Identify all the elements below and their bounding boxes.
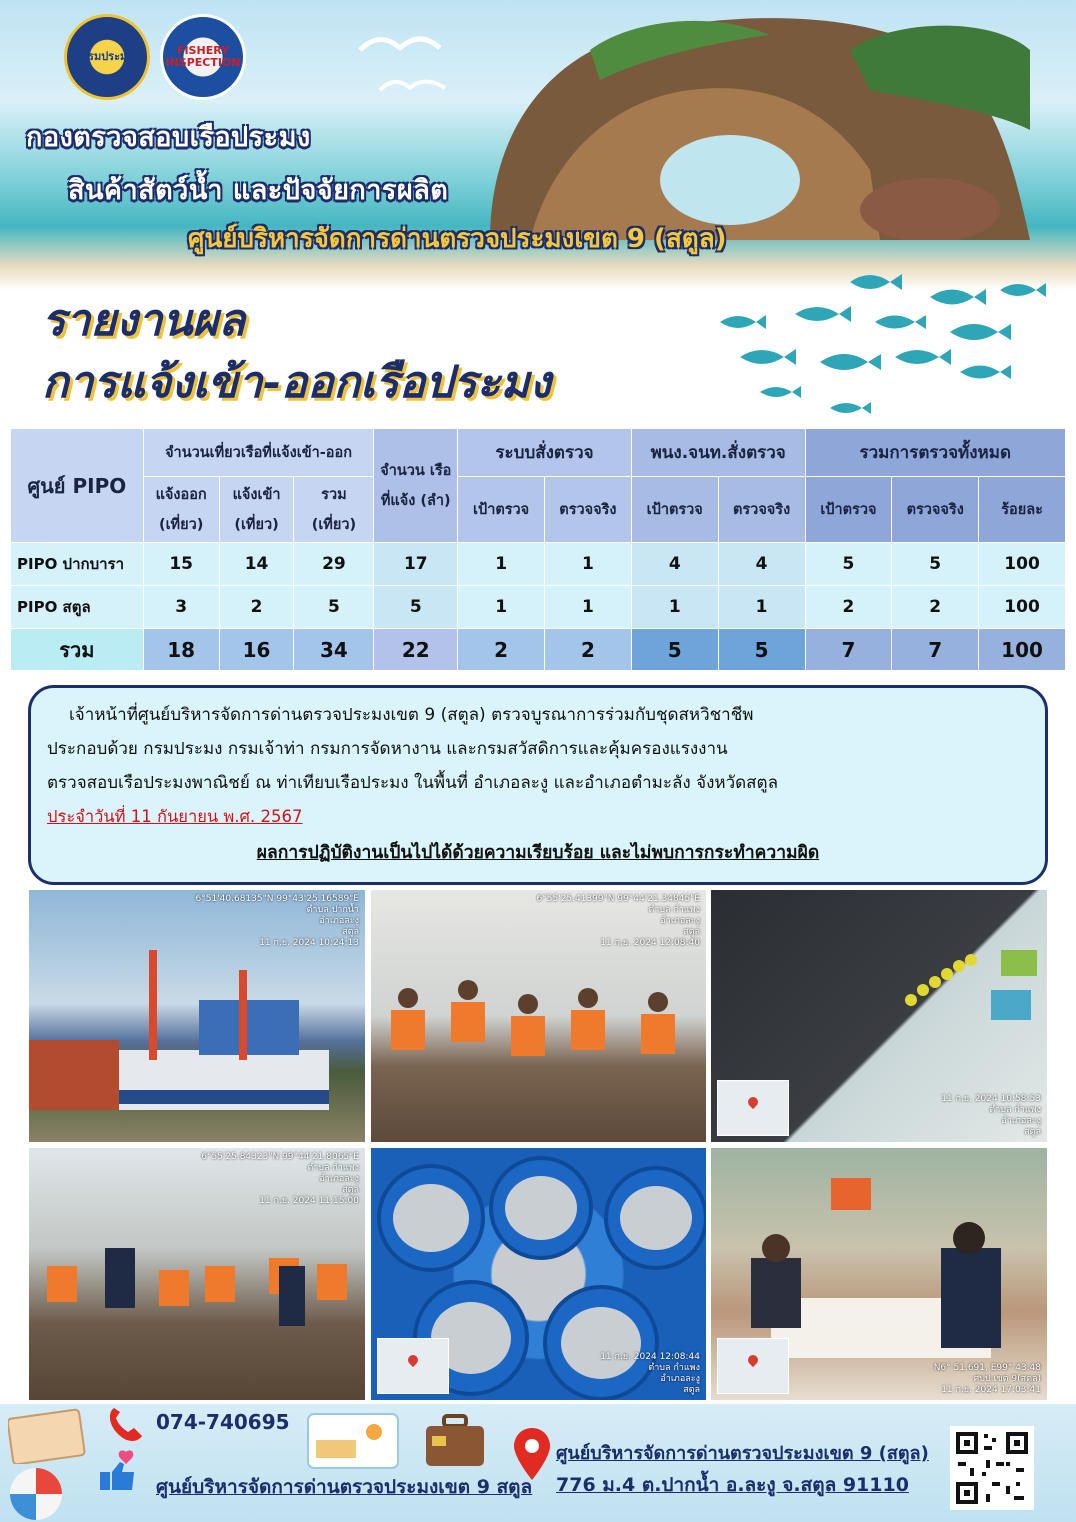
photo-fishing-boat: [29, 890, 365, 1142]
cell-out: 15: [143, 543, 219, 586]
cell-percent: 100: [979, 543, 1066, 586]
cell-off-target: 4: [631, 543, 718, 586]
sea-cliff-illustration: [470, 10, 1030, 240]
total-vessels: 22: [374, 629, 458, 671]
total-label: รวม: [11, 629, 144, 671]
row-center-name: PIPO ปากบารา: [11, 543, 144, 586]
seagull-icon: [350, 20, 460, 110]
qr-code-pattern: [956, 1432, 1028, 1504]
total-sys-target: 2: [458, 629, 545, 671]
office-name: ศูนย์บริหารจัดการด่านตรวจประมงเขต 9 (สตูล): [556, 1443, 929, 1464]
travel-card-icon: [304, 1410, 404, 1472]
cell-off-actual: 4: [718, 543, 805, 586]
row-center-name: PIPO สตูล: [11, 586, 144, 629]
column-header-system: ระบบสั่งตรวจ: [458, 429, 632, 477]
subheader-sum: รวม (เที่ยว): [294, 477, 374, 543]
office-address: 776 ม.4 ต.ปากน้ำ อ.ละงู จ.สตูล 91110: [556, 1474, 909, 1496]
photo-fishing-net: [711, 890, 1047, 1142]
photo-geotag: 11 ก.ย. 2024 12:08:44 ตำบล กำแพง อำเภอละงู สตูล: [600, 1352, 700, 1395]
cell-all-target: 5: [805, 543, 892, 586]
subheader-all-actual: ตรวจจริง: [892, 477, 979, 543]
cell-all-target: 2: [805, 586, 892, 629]
cell-vessels: 5: [374, 586, 458, 629]
photo-geotag: N6° 51.691, E99° 43.48 ศปป.เขต 9(สตูล) 11 ก.ย. 2024 17:03:41: [933, 1363, 1041, 1395]
total-in: 16: [219, 629, 294, 671]
suitcase-icon: [424, 1414, 486, 1468]
cell-off-target: 1: [631, 586, 718, 629]
phone-icon: [104, 1404, 144, 1444]
subheader-out: แจ้งออก (เที่ยว): [143, 477, 219, 543]
column-header-total: รวมการตรวจทั้งหมด: [805, 429, 1066, 477]
postcard-icon: [8, 1408, 88, 1464]
cell-all-actual: 2: [892, 586, 979, 629]
cell-in: 14: [219, 543, 294, 586]
photo-crew-lineup: [371, 890, 706, 1142]
table-total-row: [11, 629, 1066, 671]
phone-number: 074-740695: [156, 1410, 290, 1434]
photo-geotag: 11 ก.ย. 2024 10:58:53 ตำบล กำแพง อำเภอละงู สตูล: [941, 1094, 1041, 1137]
report-title-line-2: การแจ้งเข้า-ออกเรือประมง: [42, 357, 551, 408]
total-percent: 100: [979, 629, 1066, 671]
report-title: [42, 290, 551, 414]
total-out: 18: [143, 629, 219, 671]
fishery-inspection-logo: FISHERY INSPECTION: [160, 14, 246, 100]
total-off-actual: 5: [718, 629, 805, 671]
summary-line-1: เจ้าหน้าที่ศูนย์บริหารจัดการด่านตรวจประมงเขต 9 (สตูล) ตรวจบูรณาการร่วมกับชุดสหวิชาชีพ: [69, 705, 754, 725]
total-all-actual: 7: [892, 629, 979, 671]
facebook-page-link[interactable]: ศูนย์บริหารจัดการด่านตรวจประมงเขต 9 สตูล: [156, 1476, 533, 1498]
division-subtitle: สินค้าสัตว์น้ำ และปัจจัยการผลิต: [68, 175, 449, 206]
cell-sys-target: 1: [458, 586, 545, 629]
table-row: [11, 586, 1066, 629]
table-header-row: [11, 429, 1066, 477]
cell-off-actual: 1: [718, 586, 805, 629]
total-all-target: 7: [805, 629, 892, 671]
cell-vessels: 17: [374, 543, 458, 586]
cell-percent: 100: [979, 586, 1066, 629]
subheader-percent: ร้อยละ: [979, 477, 1066, 543]
subheader-all-target: เป้าตรวจ: [805, 477, 892, 543]
table-row: [11, 543, 1066, 586]
fish-school-illustration: [700, 262, 1070, 422]
center-title: ศูนย์บริหารจัดการด่านตรวจประมงเขต 9 (สตูล): [188, 224, 727, 254]
location-map-thumbnail: [377, 1338, 449, 1394]
summary-result: ผลการปฏิบัติงานเป็นไปได้ด้วยความเรียบร้อย และไม่พบการกระทำความผิด: [256, 843, 820, 863]
column-header-vessels: จำนวน เรือที่แจ้ง (ลำ): [374, 429, 458, 543]
photo-fish-catch: [371, 1148, 706, 1400]
subheader-sys-target: เป้าตรวจ: [458, 477, 545, 543]
cell-in: 2: [219, 586, 294, 629]
column-header-center: ศูนย์ PIPO: [11, 429, 144, 543]
qr-code[interactable]: [950, 1426, 1034, 1510]
photo-geotag: 6°55'25.84323"N 99°44'21.8065"E ตำบล กำแพง อำเภอละงู สตูล 11 ก.ย. 2024 11:15:00: [201, 1152, 359, 1206]
pipo-stats-table: [10, 428, 1066, 671]
location-pin-icon: [512, 1426, 552, 1482]
cell-sys-target: 1: [458, 543, 545, 586]
header-banner: [0, 0, 1076, 290]
summary-line-2: ประกอบด้วย กรมประมง กรมเจ้าท่า กรมการจัดหางาน และกรมสวัสดิการและคุ้มครองแรงงาน: [47, 739, 728, 759]
cell-sys-actual: 1: [545, 586, 632, 629]
department-of-fisheries-logo: กรมประมง: [64, 14, 150, 100]
total-sum: 34: [294, 629, 374, 671]
photo-crew-inspection: [29, 1148, 365, 1400]
cell-sum: 29: [294, 543, 374, 586]
like-icon: [96, 1448, 142, 1494]
cell-sum: 5: [294, 586, 374, 629]
cell-out: 3: [143, 586, 219, 629]
summary-line-3: ตรวจสอบเรือประมงพาณิชย์ ณ ท่าเทียบเรือประมง ในพื้นที่ อำเภอละงู และอำเภอตำมะลัง จังหวัดสตูล: [47, 773, 779, 793]
contact-footer: [0, 1404, 1076, 1522]
subheader-sys-actual: ตรวจจริง: [545, 477, 632, 543]
beach-ball-icon: [8, 1466, 64, 1522]
photo-geotag: 6°55'25.41399"N 99°44'21.34845"E ตำบล กำแพง อำเภอละงู สตูล 11 ก.ย. 2024 12:08:40: [536, 894, 700, 948]
table-subheader-row: [11, 477, 1066, 543]
subheader-in: แจ้งเข้า (เที่ยว): [219, 477, 294, 543]
report-title-line-1: รายงานผล: [42, 295, 246, 346]
location-map-thumbnail: [717, 1338, 789, 1394]
subheader-off-target: เป้าตรวจ: [631, 477, 718, 543]
photo-document-check: [711, 1148, 1047, 1400]
operation-summary-box: [28, 685, 1048, 885]
column-header-officer: พนง.จนท.สั่งตรวจ: [631, 429, 805, 477]
cell-sys-actual: 1: [545, 543, 632, 586]
subheader-off-actual: ตรวจจริง: [718, 477, 805, 543]
total-sys-actual: 2: [545, 629, 632, 671]
location-map-thumbnail: [717, 1080, 789, 1136]
total-off-target: 5: [631, 629, 718, 671]
photo-geotag: 6°51'40.68135"N 99°43'25.16589"E ตำบล ปากน้ำ อำเภอละงู สตูล 11 ก.ย. 2024 10:24:13: [195, 894, 359, 948]
division-title: กองตรวจสอบเรือประมง: [26, 122, 311, 153]
column-header-trips: จำนวนเที่ยวเรือที่แจ้งเข้า-ออก: [143, 429, 374, 477]
summary-date: ประจำวันที่ 11 กันยายน พ.ศ. 2567: [47, 807, 303, 826]
cell-all-actual: 5: [892, 543, 979, 586]
